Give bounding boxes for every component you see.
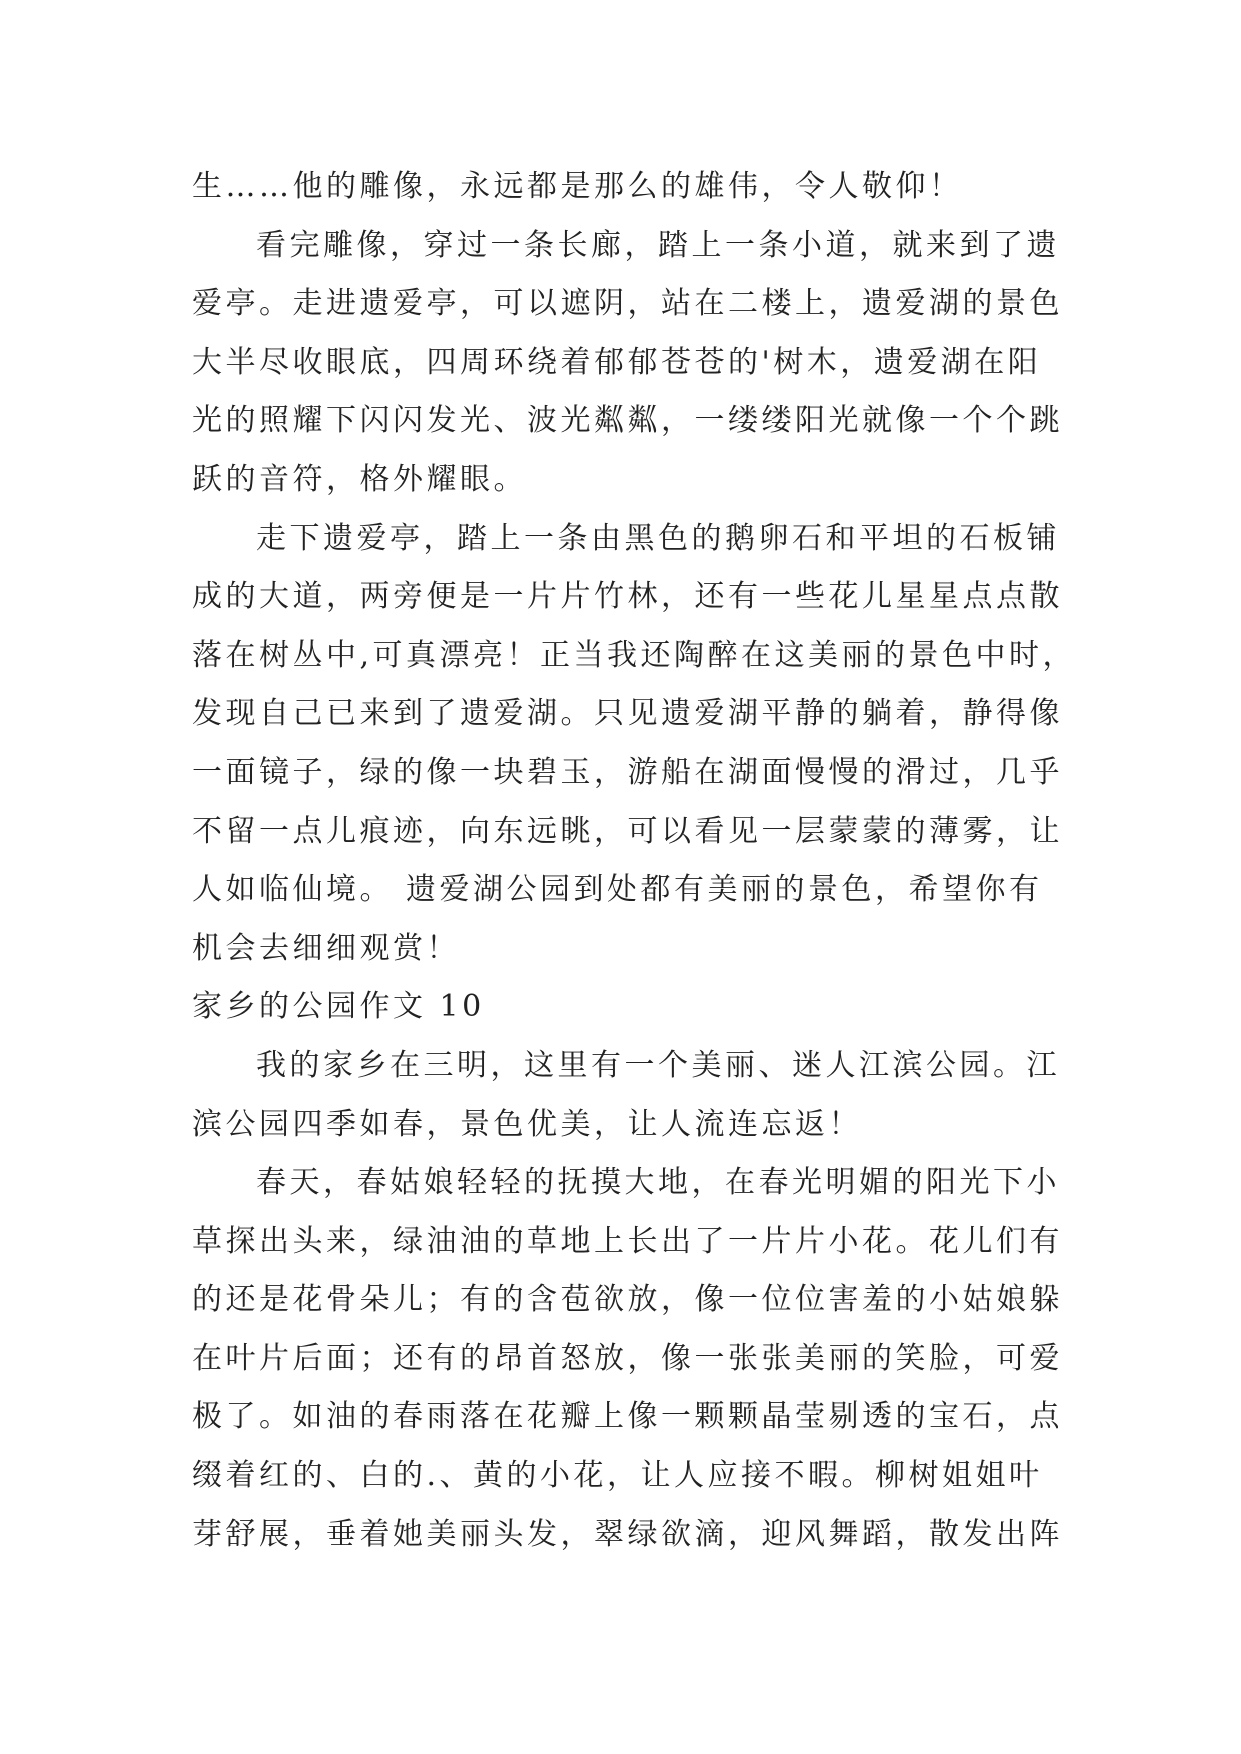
text-line: 光的照耀下闪闪发光、波光粼粼，一缕缕阳光就像一个个跳: [192, 403, 1063, 439]
text-line: 在叶片后面；还有的昂首怒放，像一张张美丽的笑脸，可爱: [192, 1340, 1063, 1376]
text-line: 发现自己已来到了遗爱湖。只见遗爱湖平静的躺着，静得像: [192, 696, 1063, 732]
text-line: 极了。如油的春雨落在花瓣上像一颗颗晶莹剔透的宝石，点: [192, 1399, 1063, 1435]
text-line: 滨公园四季如春，景色优美，让人流连忘返！: [192, 1106, 862, 1142]
text-line: 走下遗爱亭，踏上一条由黑色的鹅卵石和平坦的石板铺: [256, 520, 1060, 556]
text-line: 跃的音符，格外耀眼。: [192, 461, 527, 497]
text-line: 的还是花骨朵儿；有的含苞欲放，像一位位害羞的小姑娘躲: [192, 1282, 1063, 1318]
body-text: [192, 158, 1077, 1564]
text-line: 机会去细细观赏！: [192, 930, 460, 966]
text-line: 缀着红的、白的.、黄的小花，让人应接不暇。柳树姐姐叶: [192, 1458, 1043, 1494]
text-line: 一面镜子，绿的像一块碧玉，游船在湖面慢慢的滑过，几乎: [192, 754, 1063, 790]
text-line: 大半尽收眼底，四周环绕着郁郁苍苍的'树木，遗爱湖在阳: [192, 344, 1042, 380]
section-heading: 家乡的公园作文 10: [192, 989, 485, 1025]
text-line: 春天，春姑娘轻轻的抚摸大地，在春光明媚的阳光下小: [256, 1165, 1060, 1201]
text-line: 看完雕像，穿过一条长廊，踏上一条小道，就来到了遗: [256, 227, 1060, 263]
text-line: 爱亭。走进遗爱亭，可以遮阴，站在二楼上，遗爱湖的景色: [192, 286, 1063, 322]
text-line: 我的家乡在三明，这里有一个美丽、迷人江滨公园。江: [256, 1047, 1060, 1083]
text-line: 成的大道，两旁便是一片片竹林，还有一些花儿星星点点散: [192, 579, 1063, 615]
text-line: 不留一点儿痕迹，向东远眺，可以看见一层蒙蒙的薄雾，让: [192, 813, 1063, 849]
text-line: 落在树丛中,可真漂亮！正当我还陶醉在这美丽的景色中时，: [192, 637, 1077, 673]
text-line: 芽舒展，垂着她美丽头发，翠绿欲滴，迎风舞蹈，散发出阵: [192, 1516, 1063, 1552]
text-line: 草探出头来，绿油油的草地上长出了一片片小花。花儿们有: [192, 1223, 1063, 1259]
text-line: 生……他的雕像，永远都是那么的雄伟，令人敬仰！: [192, 169, 963, 204]
text-line: 人如临仙境。 遗爱湖公园到处都有美丽的景色，希望你有: [192, 872, 1043, 908]
